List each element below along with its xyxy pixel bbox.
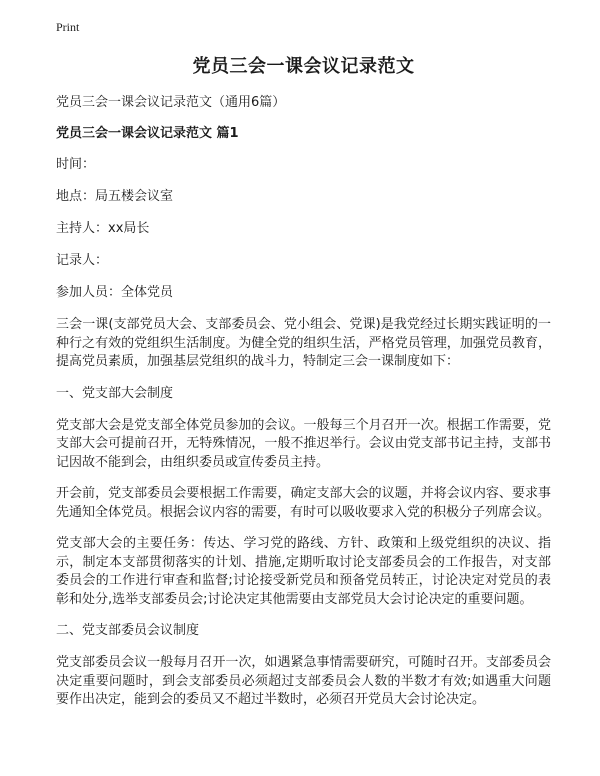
intro-paragraph: 三会一课(支部党员大会、支部委员会、党小组会、党课)是我党经过长期实践证明的一种行之有效的党组织生活制度。为健全党的组织生活，严格党员管理，加强党员教育，提高党员素质，加强基层党组织的战斗力，特制定三会一课制度如下： bbox=[56, 317, 551, 369]
paragraph-1: 党支部大会是党支部全体党员参加的会议。一般每三个月召开一次。根据工作需要，党支部大会可提前召开，无特殊情况，一般不推迟举行。会议由党支部书记主持，支部书记因故不能到会，由组织委员或宣传委员主持。 bbox=[56, 417, 551, 470]
section-title: 党员三会一课会议记录范文 篇1 bbox=[56, 126, 239, 141]
field-host: 主持人：xx局长 bbox=[56, 221, 150, 236]
paragraph-3: 党支部大会的主要任务：传达、学习党的路线、方针、政策和上级党组织的决议、指示，制定本支部贯彻落实的计划、措施,定期听取讨论支部委员会的工作报告，对支部委员会的工作进行审查和监督;讨论接受新党员和预备党员转正，讨论决定对党员的表彰和处分,选举支部委员会;讨论决定其他需要由支部党员大会讨论决定的重要问题。 bbox=[56, 536, 551, 607]
document-subtitle: 党员三会一课会议记录范文（通用6篇） bbox=[56, 95, 286, 110]
heading-committee-meeting: 二、党支部委员会议制度 bbox=[56, 623, 200, 638]
document-body bbox=[56, 52, 551, 723]
field-recorder: 记录人： bbox=[56, 253, 109, 268]
print-link[interactable]: Print bbox=[56, 20, 80, 34]
paragraph-2: 开会前，党支部委员会要根据工作需要，确定支部大会的议题，并将会议内容、要求事先通知全体党员。根据会议内容的需要，有时可以吸收要求入党的积极分子列席会议。 bbox=[56, 486, 551, 520]
page-title: 党员三会一课会议记录范文 bbox=[192, 56, 415, 77]
field-time: 时间： bbox=[56, 157, 96, 172]
field-attendees: 参加人员：全体党员 bbox=[56, 285, 174, 300]
heading-branch-meeting: 一、党支部大会制度 bbox=[56, 385, 174, 401]
field-place: 地点：局五楼会议室 bbox=[56, 189, 174, 204]
paragraph-4: 党支部委员会议一般每月召开一次，如遇紧急事情需要研究，可随时召开。支部委员会决定重要问题时，到会支部委员必须超过支部委员会人数的半数才有效;如遇重大问题要作出决定，能到会的委员又不超过半数时，必须召开党员大会讨论决定。 bbox=[56, 655, 551, 707]
